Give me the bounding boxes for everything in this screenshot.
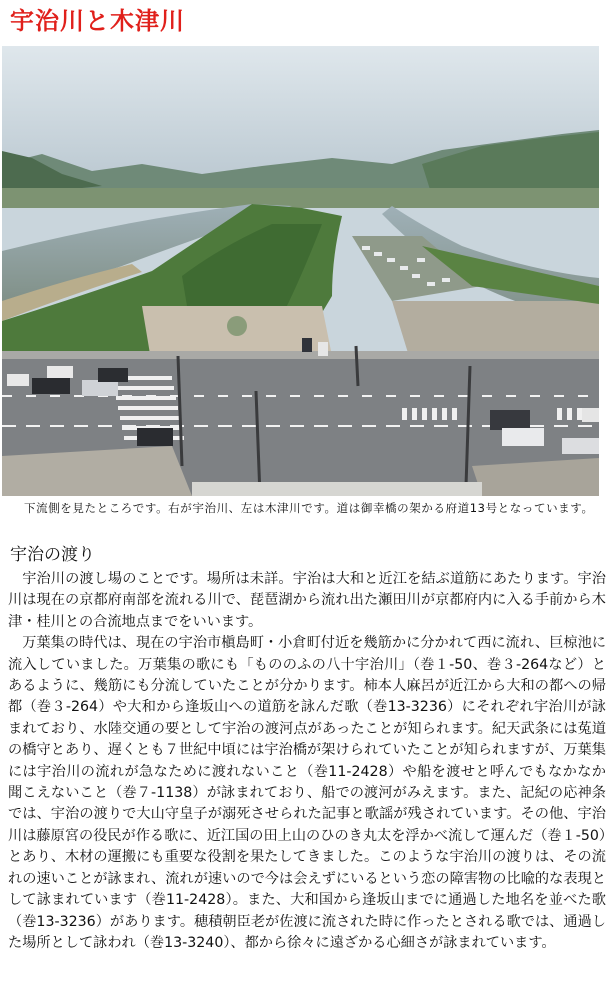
river-confluence-photo (2, 46, 599, 496)
section-body (8, 569, 606, 954)
body-paragraph: 宇治川の渡し場のことです。場所は未詳。宇治は大和と近江を結ぶ道筋にあたります。宇治川は現在の京都府南部を流れる川で、琵琶湖から流れ出た瀬田川が京都府内に入る手前から木津・桂川との合流地点までをいいます。 (8, 571, 606, 630)
body-paragraph: 万葉集の時代は、現在の宇治市槇島町・小倉町付近を幾筋かに分かれて西に流れ、巨椋池に流入していました。万葉集の歌にも「もののふの八十宇治川」（巻１-50、巻３-264など）とあるように、幾筋にも分流していたことが分かります。柿本人麻呂が近江から大和の都への帰都（巻３-264）や大和から逢坂山への道筋を詠んだ歌（巻13-3236）にそれぞれ宇治川が詠まれており、水陸交通の要として宇治の渡河点があったことが知られます。紀天武条には菟道の橋守とあり、遅くとも７世紀中頃には宇治橋が架けられていたことが知られますが、万葉集には宇治川の流れが急なために渡れないこと（巻11-2428）や船を渡せと呼んでもなかなか聞こえないこと（巻７-1138）が詠まれており、船での渡河がみえます。また、記紀の応神条では、宇治の渡りで大山守皇子が溺死させられた記事と歌謡が残されています。その他、宇治川は藤原宮の役民が作る歌に、近江国の田上山のひのき丸太を浮かべ流して運んだ（巻１-50）とあり、木材の運搬にも重要な役割を果たしてきました。このような宇治川の渡りは、その流れの速いことが詠まれ、流れが速いので今は会えずにいるという恋の障害物の比喩的な表現として詠まれています（巻11-2428）。また、大和国から逢坂山までに通過した地名を並べた歌（巻13-3236）があります。穂積朝臣老が佐渡に流された時に作ったとされる歌では、通過した場所として詠われ（巻13-3240）、都から徐々に遠ざかる心細さが詠まれています。 (8, 635, 606, 951)
page-title: 宇治川と木津川 (10, 7, 185, 35)
photo-caption: 下流側を見たところです。右が宇治川、左は木津川です。道は御幸橋の架かる府道13号となっています。 (24, 501, 594, 515)
photo-illustration (2, 46, 599, 496)
section-title: 宇治の渡り (10, 545, 95, 565)
